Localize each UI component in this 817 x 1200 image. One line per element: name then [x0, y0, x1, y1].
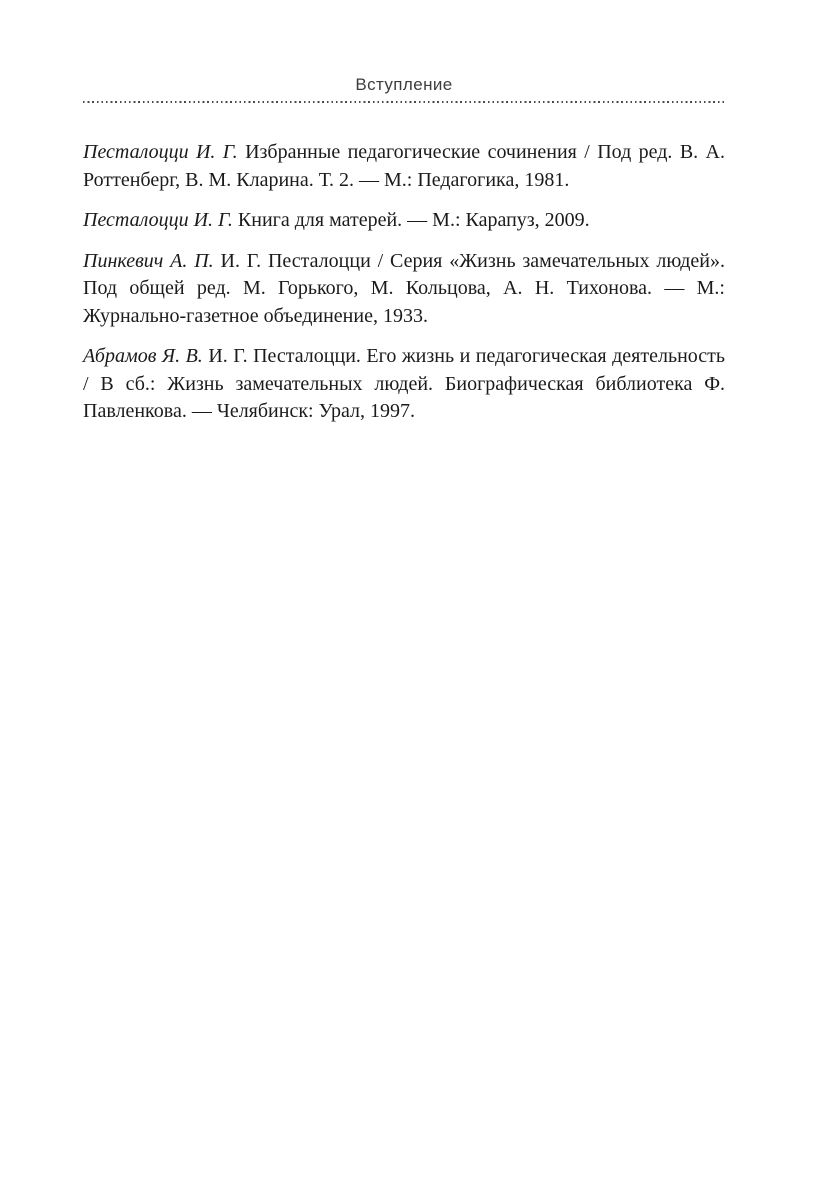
bibliography-entry: [83, 248, 725, 331]
chapter-header: [83, 0, 725, 103]
entry-author: Песталоцци И. Г.: [83, 209, 233, 231]
chapter-title: Вступление: [355, 75, 453, 94]
entry-text: И. Г. Песталоцци / Серия «Жизнь замечательных людей». Под общей ред. М. Горького, М. Кольцова, А. Н. Тихонова. — М.: Журнально-газетное объединение, 1933.: [83, 249, 726, 327]
entry-author: Пинкевич А. П.: [83, 249, 214, 272]
entry-text: Книга для матерей. — М.: Карапуз, 2009.: [237, 209, 590, 231]
dotted-rule: [83, 101, 725, 103]
entry-author: Песталоцци И. Г.: [83, 141, 238, 163]
entry-author: Абрамов Я. В.: [83, 345, 203, 367]
bibliography-entry: [83, 207, 725, 235]
bibliography-list: [83, 139, 725, 426]
bibliography-entry: [83, 343, 725, 426]
entry-text: И. Г. Песталоцци. Его жизнь и педагогическая деятельность / В сб.: Жизнь замечательных людей. Биографическая библиотека Ф. Павленкова. — Челябинск: Урал, 1997.: [83, 345, 726, 422]
bibliography-entry: [83, 139, 725, 194]
entry-text: Избранные педагогические сочинения / Под ред. В. А. Роттенберг, В. М. Кларина. Т. 2. — М.: Педагогика, 1981.: [83, 141, 725, 191]
